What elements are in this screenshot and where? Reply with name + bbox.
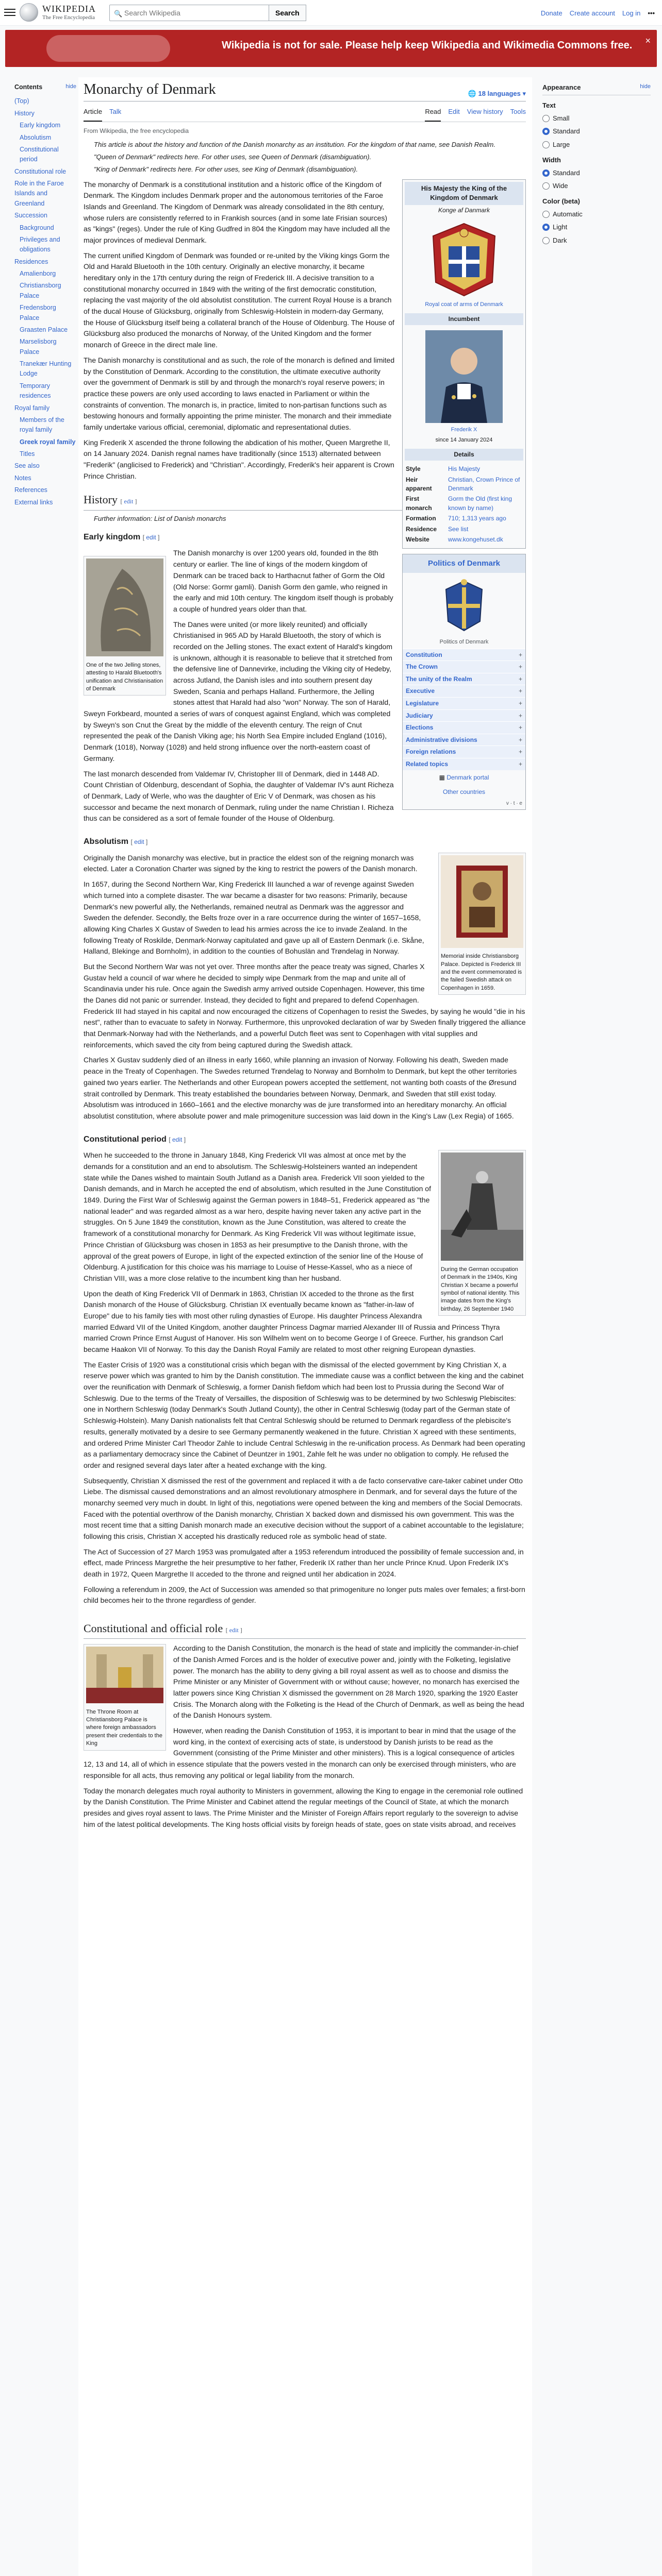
appearance-hide-button[interactable]: hide bbox=[640, 83, 651, 90]
toc-item[interactable]: Residences bbox=[14, 258, 48, 265]
toc-item[interactable]: Fredensborg Palace bbox=[20, 304, 56, 321]
expand-icon[interactable]: + bbox=[518, 711, 522, 719]
toc-item[interactable]: Greek royal family bbox=[20, 438, 76, 446]
toc-item[interactable]: References bbox=[14, 486, 47, 494]
hatnote: "King of Denmark" redirects here. For other uses, see King of Denmark (disambiguation). bbox=[94, 165, 358, 174]
memorial-image bbox=[441, 855, 523, 948]
paragraph: Charles X Gustav suddenly died of an illness in early 1660, while planning an invasion of Norway. Following his death, Sweden made peace in the Treaty of Copenhagen. The Swedes returned Trøndelag to Norway and Bornholm to Denmark, but kept the other territories gained two years earlier. The Netherlands and other European powers accepted the settlement, not wanting both coasts of the Øresund strait controlled by Denmark. This treaty established the boundaries between Norway, Denmark, and Sweden that still exist today. Absolutism was introduced in 1660–1661 and the elective monarchy was de jure transformed into an hereditary monarchy. An official absolutist constitution, where absolute power and male primogeniture succession was laid down in the King's Law (Lex Regia) of 1665. bbox=[84, 1056, 517, 1120]
tab-tools[interactable]: Tools bbox=[510, 108, 526, 116]
monarch-portrait[interactable] bbox=[405, 327, 523, 426]
main-content bbox=[78, 77, 532, 2576]
expand-icon[interactable]: + bbox=[518, 663, 522, 671]
color-option-label: Automatic bbox=[553, 210, 583, 218]
toc-hide-button[interactable]: hide bbox=[65, 83, 76, 90]
throne-room-figure[interactable] bbox=[84, 1644, 166, 1750]
paragraph: Subsequently, Christian X dismissed the rest of the government and replaced it with a de facto conservative care-taker cabinet under Otto Liebe. The dismissal caused demonstrations and an almost revolutionary atmosphere in Denmark, and for several days the future of the monarchy seemed very much in doubt. In light of this, negotiations were opened between the king and members of the Social Democrats. Faced with the potential overthrow of the Danish monarchy, Christian X backed down and dismissed his own government. This was the most recent time that a sitting Danish monarch made an executive decision without the support of a cabinet accountable to the legislature; following this crisis, Christian X accepted his drastically reduced role as symbolic head of state. bbox=[84, 1476, 524, 1541]
toc-item[interactable]: Notes bbox=[14, 474, 31, 482]
infobox-row-key: First monarch bbox=[406, 495, 432, 512]
expand-icon[interactable]: + bbox=[518, 700, 522, 707]
infobox-row-key: Website bbox=[406, 535, 429, 543]
edit-link[interactable]: [ edit ] bbox=[131, 838, 148, 845]
toc-item[interactable]: Royal family bbox=[14, 404, 50, 412]
history-hatnote: Further information: List of Danish monarchs bbox=[94, 514, 226, 522]
toc-item[interactable]: See also bbox=[14, 462, 40, 470]
site-header bbox=[0, 0, 662, 26]
intro-paragraph: The Danish monarchy is constitutional and as such, the role of the monarch is defined and limited by the Constitution of Denmark. According to the constitution, the ultimate executive authority over the government of Denmark is still by and through the monarch's royal reserve powers; in practice these powers are only used according to laws enacted in Parliament or within the constraints of convention. The monarch is, in practice, limited to non-partisan functions such as bestowing honours and formally appointing the prime minister. The monarch and their immediate family undertake various official, ceremonial, diplomatic and representational duties. bbox=[84, 355, 395, 431]
memorial-caption: Memorial inside Christiansborg Palace. Depicted is Frederick III and the event commemorated is the failed Swedish attack on Copenhagen in 1659. bbox=[441, 953, 522, 991]
width-option-label: Standard bbox=[553, 168, 580, 177]
from-wikipedia: From Wikipedia, the free encyclopedia bbox=[84, 127, 189, 134]
language-button[interactable]: 🌐 18 languages ▾ bbox=[468, 90, 526, 98]
section-heading-constitutional-period: Constitutional period [ edit ] bbox=[84, 1133, 526, 1146]
site-name: WIKIPEDIA bbox=[42, 4, 96, 14]
toc-item[interactable]: Marselisborg Palace bbox=[20, 338, 57, 355]
memorial-figure[interactable] bbox=[438, 853, 526, 995]
infobox-row-key: Formation bbox=[406, 515, 436, 522]
banner-text: Wikipedia is not for sale. Please help keep Wikipedia and Wikimedia Commons free. bbox=[222, 40, 633, 51]
page-title: Monarchy of Denmark bbox=[84, 81, 216, 97]
paragraph: Following a referendum in 2009, the Act of Succession was amended so that primogeniture no longer puts males over females; a first-born child becomes heir to the throne regardless of gender. bbox=[84, 1585, 525, 1605]
expand-icon[interactable]: + bbox=[518, 760, 522, 768]
width-label: Width bbox=[542, 156, 561, 164]
politics-caption: Politics of Denmark bbox=[439, 638, 489, 645]
toc-item[interactable]: Tranekær Hunting Lodge bbox=[20, 360, 72, 378]
jelling-stone-caption: One of the two Jelling stones, attesting to Harald Bluetooth's unification and Christianisation of Denmark bbox=[86, 662, 163, 692]
globe-icon bbox=[20, 3, 38, 22]
politics-item[interactable]: Elections + bbox=[403, 721, 525, 734]
infobox-subtitle: Konge af Danmark bbox=[438, 207, 490, 214]
vte-links[interactable]: v · t · e bbox=[506, 800, 522, 806]
other-countries-link[interactable]: Other countries bbox=[442, 788, 486, 796]
appearance-panel bbox=[542, 82, 651, 248]
text-size-option[interactable] bbox=[542, 113, 651, 124]
politics-item[interactable]: Judiciary + bbox=[403, 709, 525, 722]
monarch-since: since 14 January 2024 bbox=[435, 436, 493, 443]
expand-icon[interactable]: + bbox=[518, 651, 522, 658]
paragraph: According to the Danish Constitution, the monarch is the head of state and implicitly the commander-in-chief of the Danish Armed Forces and is the holder of executive power and, jointly with the Folketing, legislative power. The monarch has the ability to deny giving a bill royal assent as well as to choose and dismiss the Prime Minister or any Minister of Government with or without cause; however, no monarch has exercised the latter powers since King Christian X dismissed the government on 28 March 1920, sparking the 1920 Easter Crisis. The Monarch along with the Folketing is the Head of the Church of Denmark, as well as being the head of the Danish Honours system. bbox=[173, 1644, 524, 1720]
color-option[interactable] bbox=[542, 222, 651, 232]
toc-item[interactable]: Temporary residences bbox=[20, 382, 51, 400]
radio-icon[interactable] bbox=[542, 128, 550, 135]
color-option-label: Dark bbox=[553, 236, 567, 244]
banner-illustration bbox=[46, 35, 170, 62]
expand-icon[interactable]: + bbox=[518, 748, 522, 756]
log-in-link[interactable]: Log in bbox=[622, 9, 641, 17]
intro-paragraph: King Frederik X ascended the throne following the abdication of his mother, Queen Margrethe II, on 14 January 2024. Danish regnal names have traditionally (since 1513) alternated between "Frederik" (anglicised to Frederick) and "Christian". Accordingly, Frederik's heir apparent is Crown Prince Christian. bbox=[84, 438, 394, 480]
details-label: Details bbox=[405, 449, 523, 461]
section-heading-constitutional-role: Constitutional and official role [ edit ] bbox=[84, 1620, 526, 1639]
toc-item[interactable]: (Top) bbox=[14, 97, 29, 105]
toc-item[interactable]: Early kingdom bbox=[20, 122, 61, 129]
infobox-row-key: Heir apparent bbox=[406, 476, 432, 492]
paragraph: The last monarch descended from Valdemar IV, Christopher III of Denmark, died in 1448 AD. Count Christian of Oldenburg, descendant of Sophia, the daughter of Valdemar IV's aunt Richeza of Denmark, Lady of Werle, who was the daughter of Eric V of Denmark, was chosen as his successor and became the next monarch of Denmark, ruling under the name Christian I. Richeza thus can be considered as a sort of female founder of the House of Oldenburg. bbox=[84, 769, 394, 823]
toc-item[interactable]: Constitutional role bbox=[14, 167, 67, 175]
toc-item[interactable]: Succession bbox=[14, 212, 47, 219]
search-icon: 🔍 bbox=[114, 10, 123, 18]
infobox-title: His Majesty the King of the Kingdom of Denmark bbox=[405, 182, 523, 206]
tab-talk[interactable]: Talk bbox=[109, 108, 122, 116]
text-size-option-label: Standard bbox=[553, 127, 580, 135]
radio-icon[interactable] bbox=[542, 170, 550, 177]
text-size-option-label: Large bbox=[553, 140, 570, 148]
create-account-link[interactable]: Create account bbox=[569, 9, 615, 17]
toc-title: Contents bbox=[14, 83, 43, 91]
radio-icon[interactable] bbox=[542, 115, 550, 122]
infobox-row-value[interactable]: 710; 1,313 years ago bbox=[448, 515, 506, 522]
width-option[interactable] bbox=[542, 181, 651, 191]
infobox-row-key: Residence bbox=[406, 525, 437, 533]
paragraph: The Danes were united (or more likely reunited) and officially Christianised in 965 AD by Harald Bluetooth, the story of which is recorded on the Jelling stones. The exact extent of Harald's kingdom is unknown, although it is reasonable to believe that it stretched from the defensive line of Dannevirke, including the Viking city of Hedeby, across Jutland, the Danish isles and into southern present day Sweden, Scania and perhaps Halland. Furthermore, the Jelling stones attest that Harald had also "won" Norway. The son of Harald, Sweyn Forkbeard, mounted a series of wars of conquest against England, which was completed by Sweyn's son Cnut the Great by the middle of the eleventh century. The reign of Cnut represented the peak of the Danish Viking age; his North Sea Empire included England (1016), Denmark (1018), Norway (1028) and held strong influence over the north-eastern coast of Germany. bbox=[84, 620, 392, 762]
more-options-icon[interactable]: ••• bbox=[648, 9, 655, 17]
section-heading-absolutism: Absolutism [ edit ] bbox=[84, 836, 526, 849]
tab-view-history[interactable]: View history bbox=[467, 108, 503, 116]
toc-item[interactable]: Members of the royal family bbox=[20, 416, 64, 434]
infobox-row-value[interactable]: www.kongehuset.dk bbox=[448, 535, 503, 543]
politics-item[interactable]: The unity of the Realm + bbox=[403, 673, 525, 685]
expand-icon[interactable]: + bbox=[518, 687, 522, 695]
christian-x-caption: During the German occupation of Denmark in the 1940s, King Christian X became a powerful symbol of national identity. This image dates from the King's birthday, 26 September 1940 bbox=[441, 1266, 520, 1312]
edit-link[interactable]: [ edit ] bbox=[169, 1136, 186, 1143]
intro-paragraph: The monarchy of Denmark is a constitutional institution and a historic office of the Kingdom of Denmark. The Kingdom includes Denmark proper and the autonomous territories of the Faroe Islands and Greenland. The Kingdom of Denmark was already consolidated in the 8th century, whose rulers are consistently referred to in Frankish sources (and in some late Frisian sources) as "kings" (reges). Under the rule of King Gudfred in 804 the Kingdom may have included all the major provinces of medieval Denmark. bbox=[84, 180, 390, 244]
paragraph: The Act of Succession of 27 March 1953 was promulgated after a 1953 referendum introduced the possibility of female succession and, in effect, made Princess Margrethe the heir presumptive to her father, Frederik IX rather than her uncle Prince Knud. Upon Frederik IX's death in 1972, Queen Margrethe II acceded to the throne and reigned until her abdication in 2024. bbox=[84, 1547, 524, 1579]
edit-link[interactable]: [ edit ] bbox=[226, 1626, 242, 1634]
paragraph: When he succeeded to the throne in January 1848, King Frederick VII was almost at once met by the demands for a constitution and an end to absolutism. The Schleswig-Holsteiners wanted an independent state while the Danes wished to maintain South Jutland as a Danish area. Frederick VII soon yielded to the Danish demands, and in March he accepted the end of absolutism, which resulted in the June Constitution of 1849. During the First War of Schleswig against the German powers in 1848–51, Frederick appeared as "the national leader" and was regarded almost as a war hero, despite having never taken any active part in the struggles. On 5 June 1849 the constitution, known as the June Constitution, was altered to create the framework of a constitutional monarchy for Denmark. As King Frederick VII was without legitimate issue, Prince Christian of Glücksburg was chosen in 1853 as heir presumptive to the Danish throne, with the approval of the great powers of Europe, in light of the expected extinction of the senior line of the House of Oldenburg. A justification for this choice was his marriage to Louise of Hesse-Kassel, who as a niece of Christian VIII, was a more close relative to the incumbent king than her husband. bbox=[84, 1151, 431, 1282]
toc-item[interactable]: Constitutional period bbox=[20, 145, 59, 163]
toc-item[interactable]: History bbox=[14, 109, 35, 117]
politics-title[interactable]: Politics of Denmark bbox=[403, 554, 525, 572]
politics-item[interactable]: Foreign relations + bbox=[403, 745, 525, 758]
coat-of-arms-caption: Royal coat of arms of Denmark bbox=[425, 301, 503, 308]
politics-sidebar bbox=[402, 554, 526, 810]
tab-edit[interactable]: Edit bbox=[448, 108, 460, 116]
language-count: 18 languages bbox=[478, 90, 521, 98]
incumbent-label: Incumbent bbox=[405, 313, 523, 325]
expand-icon[interactable]: + bbox=[518, 724, 522, 732]
politics-item[interactable]: Administrative divisions + bbox=[403, 734, 525, 746]
search-button[interactable]: Search bbox=[269, 5, 306, 21]
radio-icon[interactable] bbox=[542, 211, 550, 218]
politics-item[interactable]: Related topics + bbox=[403, 758, 525, 770]
toc-item[interactable]: Absolutism bbox=[20, 133, 52, 141]
intro-paragraph: The current unified Kingdom of Denmark was founded or re-united by the Viking kings Gorm the Old and Harald Bluetooth in the 10th century. Originally an elective monarchy, it became hereditary only in the 17th century during the reign of Frederick III. A decisive transition to a constitutional monarchy occurred in 1849 with the writing of the first democratic constitution, replacing the vast majority of the old absolutist constitution. The current Royal House is a branch of the ducal House of Glücksburg, originally from Schleswig-Holstein in modern-day Germany, the House of Glücksburg itself being a collateral branch of the House of Oldenburg. The House of Glücksburg also produced the monarchs of Norway, of the United Kingdom and the former monarch of Greece in the direct male line. bbox=[84, 251, 394, 349]
paragraph: Today the monarch delegates much royal authority to Ministers in government, allowing the King to engage in the ceremonial role outlined by the Danish Constitution. The Prime Minister and Cabinet attend the regular meetings of the Council of State, at which the monarch presides and gives royal assent to laws. The Prime Minister and the Minister of Foreign Affairs report regularly to the sovereign to advise him of the latest political developments. The King hosts official visits by foreign heads of state, goes on state visits abroad, and receives bbox=[84, 1786, 523, 1828]
color-option[interactable] bbox=[542, 235, 651, 246]
radio-icon[interactable] bbox=[542, 237, 550, 244]
paragraph: The Easter Crisis of 1920 was a constitutional crisis which began with the dismissal of the elected government by King Christian X, a reserve power which was granted to him by the Danish constitution. The immediate cause was a conflict between the king and the cabinet over the reunification with Denmark of Schleswig, a former Danish fiefdom which had been lost to Prussia during the Second War of Schleswig. Due to the terms of the Treaty of Versailles, the disposition of Schleswig was to be determined by two Schleswig Plebiscites: one in Northern Schleswig (today Denmark's South Jutland County), the other in Central Schleswig (today part of the German state of Schleswig-Holstein). Many Danish nationalists felt that Central Schleswig should be returned to Denmark regardless of the plebiscite's results, generally motivated by a desire to see Germany permanently weakened in the future. Christian X agreed with these sentiments, and ordered Prime Minister Carl Theodor Zahle to include Central Schleswig in the re-unification process. As Denmark had been operating as a parliamentary democracy since the Cabinet of Deuntzer in 1901, Zahle felt he was under no obligation to comply. He refused the order and resigned several days later after a heated exchange with the king. bbox=[84, 1360, 525, 1469]
tab-article[interactable]: Article bbox=[84, 104, 102, 121]
infobox-row-value[interactable]: Christian, Crown Prince of Denmark bbox=[448, 476, 520, 492]
paragraph: Upon the death of King Frederick VII of Denmark in 1863, Christian IX acceded to the throne as the first Danish monarch of the House of Glücksburg. Christian IX eventually became known as "father-in-law of Europe" due to his family ties with most other ruling dynasties of Europe. His daughter Princess Alexandra married Edward VII of the United Kingdom, another daughter Princess Dagmar married Alexander III of Russia and Princess Thyra married Crown Prince Ernst August of Hanover. His son Wilhelm went on to become George I of Greece. Further, his grandson Carl became Haakon VII of Norway. To this day the Danish Royal Family are related to most other reigning European dynasties. bbox=[84, 1289, 503, 1354]
radio-icon[interactable] bbox=[542, 141, 550, 148]
infobox-row-value[interactable]: His Majesty bbox=[448, 465, 481, 473]
width-option[interactable] bbox=[542, 168, 651, 178]
toc-item[interactable]: External links bbox=[14, 498, 53, 506]
denmark-emblem bbox=[403, 573, 525, 638]
politics-item[interactable]: Constitution + bbox=[403, 649, 525, 661]
user-links bbox=[541, 8, 655, 19]
tab-read[interactable]: Read bbox=[425, 104, 441, 121]
width-option-label: Wide bbox=[553, 181, 568, 190]
site-tagline: The Free Encyclopedia bbox=[42, 14, 95, 21]
color-label: Color (beta) bbox=[542, 197, 580, 206]
infobox-row-value[interactable]: Gorm the Old (first king known by name) bbox=[448, 495, 512, 512]
close-icon[interactable]: × bbox=[645, 36, 651, 46]
text-size-option-label: Small bbox=[553, 114, 570, 123]
section-heading-history: History [ edit ] bbox=[84, 491, 526, 510]
edit-link[interactable]: [ edit ] bbox=[143, 534, 160, 541]
hatnote: "Queen of Denmark" redirects here. For other uses, see Queen of Denmark (disambiguation). bbox=[94, 153, 372, 161]
christian-x-figure[interactable] bbox=[438, 1150, 526, 1316]
throne-room-caption: The Throne Room at Christiansborg Palace is where foreign ambassadors present their credentials to the King bbox=[86, 1708, 162, 1747]
paragraph: However, when reading the Danish Constitution of 1953, it is important to bear in mind that the usage of the word king, in the context of exercising acts of state, is understood by Danish jurists to be read as the Government (consisting of the Prime Minister and other ministers). This is a logical consequence of articles 12, 13 and 14, all of which in essence stipulate that the powers vested in the monarch can only be exercised through ministers, who are responsible for all acts, thus removing any political or legal liability from the monarch. bbox=[84, 1726, 516, 1780]
paragraph: Originally the Danish monarchy was elective, but in practice the eldest son of the reigning monarch was elected. Later a Coronation Charter was signed by the king to restrict the powers of the Danish monarch. bbox=[84, 853, 418, 873]
text-size-option[interactable] bbox=[542, 126, 651, 137]
infobox bbox=[402, 179, 526, 549]
hatnote: This article is about the history and function of the Danish monarchy as an institution. For the kingdom of that name, see Danish Realm. bbox=[94, 141, 495, 149]
table-of-contents bbox=[14, 82, 76, 509]
throne-room-image bbox=[86, 1647, 163, 1703]
text-size-label: Text bbox=[542, 101, 556, 110]
search-input[interactable] bbox=[109, 5, 269, 21]
jelling-stone-image bbox=[86, 558, 163, 656]
toc-item[interactable]: Titles bbox=[20, 450, 35, 457]
christian-x-image bbox=[441, 1153, 523, 1261]
toc-item[interactable]: Amalienborg bbox=[20, 270, 56, 277]
main-menu-icon[interactable] bbox=[4, 7, 15, 18]
paragraph: In 1657, during the Second Northern War, King Frederick III launched a war of revenge against Sweden which turned into a complete disaster. The war became a disaster for two reasons: Primarily, because Denmark's new powerful ally, the Netherlands, remained neutral as Denmark was the aggressor and Sweden the defender. Secondly, the Belts froze over in a rare occurrence during the winter of 1657–1658, allowing King Charles X Gustav of Sweden to lead his armies across the ice to invade Zealand. In the following Treaty of Roskilde, Denmark-Norway capitulated and gave up all of Eastern Denmark (i.e. Skåne, Halland, Blekinge and Bornholm), in addition to the counties of Bohuslän and Trøndelag in Norway. bbox=[84, 880, 424, 956]
edit-link[interactable]: [ edit ] bbox=[121, 498, 137, 505]
radio-icon[interactable] bbox=[542, 182, 550, 190]
toc-item[interactable]: Role in the Faroe Islands and Greenland bbox=[14, 180, 64, 207]
expand-icon[interactable]: + bbox=[518, 736, 522, 743]
toc-item[interactable]: Privileges and obligations bbox=[20, 235, 60, 253]
jelling-stone-figure[interactable] bbox=[84, 556, 166, 696]
toc-item[interactable]: Graasten Palace bbox=[20, 326, 68, 333]
wikipedia-logo[interactable] bbox=[20, 3, 96, 22]
toc-item[interactable]: Background bbox=[20, 224, 54, 231]
politics-item[interactable]: Executive + bbox=[403, 685, 525, 697]
coat-of-arms-image[interactable] bbox=[405, 217, 523, 301]
monarch-name: Frederik X bbox=[451, 426, 477, 433]
infobox-row-key: Style bbox=[406, 465, 421, 473]
flag-icon: ▦ bbox=[439, 773, 445, 781]
infobox-row-value[interactable]: See list bbox=[448, 525, 469, 533]
denmark-portal-link[interactable]: ▦ Denmark portal bbox=[439, 773, 489, 781]
toc-item[interactable]: Christiansborg Palace bbox=[20, 282, 61, 299]
donation-banner[interactable] bbox=[5, 30, 657, 67]
donate-link[interactable]: Donate bbox=[540, 9, 562, 17]
search-form bbox=[109, 5, 306, 21]
politics-item[interactable]: The Crown + bbox=[403, 660, 525, 673]
politics-item[interactable]: Legislature + bbox=[403, 697, 525, 709]
section-heading-early-kingdom: Early kingdom [ edit ] bbox=[84, 531, 526, 544]
text-size-option[interactable] bbox=[542, 140, 651, 150]
color-option-label: Light bbox=[553, 223, 568, 231]
radio-icon[interactable] bbox=[542, 224, 550, 231]
paragraph: But the Second Northern War was not yet over. Three months after the peace treaty was signed, Charles X Gustav held a council of war where he decided to simply wipe Denmark from the map and unite all of Scandinavia under his rule. Once again the Swedish army arrived outside Copenhagen. However, this time the Danes did not panic or surrender. Instead, they decided to fight and prepared to defend Copenhagen. Frederick III had stayed in his capital and now encouraged the citizens of Copenhagen to resist the Swedes, by saying he would "die in his nest", rather than to evacuate to safety in Norway. Furthermore, this unprovoked declaration of war by Sweden finally triggered the alliance that Denmark-Norway had with the Netherlands, and a powerful Dutch fleet was sent to Copenhagen with vital supplies and reinforcements, which saved the city from being captured during the Swedish attack. bbox=[84, 962, 526, 1049]
expand-icon[interactable]: + bbox=[518, 675, 522, 683]
appearance-title: Appearance bbox=[542, 83, 581, 91]
page-tabs bbox=[84, 104, 526, 122]
infobox-details bbox=[405, 463, 523, 546]
color-option[interactable] bbox=[542, 209, 651, 219]
paragraph: The Danish monarchy is over 1200 years old, founded in the 8th century or earlier. The line of kings of the modern kingdom of Denmark can be traced back to Harthacnut father of Gorm the Old (Old Norse: Gormr gamli). Danish Gorm den gamle, who reigned in the early and mid 10th century. The kingdom itself though is probably a couple of hundred years older than that. bbox=[173, 549, 393, 613]
